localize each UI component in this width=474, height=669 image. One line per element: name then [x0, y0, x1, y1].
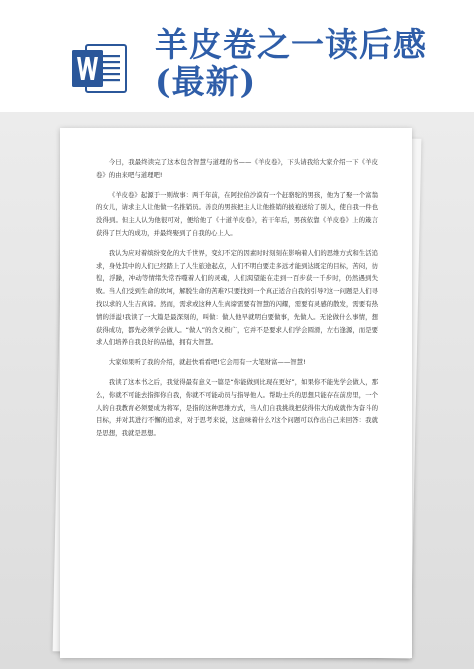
document-page[interactable] [60, 128, 412, 658]
paragraph: 大家如果听了我的介绍，就赶快看看吧!它会用有一大笔财富——智慧! [108, 358, 306, 367]
paragraph: 今日，我最终读完了这本包含智慧与道理的书——《羊皮卷》，下头请我给大家介绍一下《羊皮卷》的由来吧与道理吧! [96, 158, 378, 179]
header [0, 0, 474, 112]
paragraph: 我读了这本书之后，我觉得最有意义一篇是“你能做到比现在更好”，如果你不能先学会做人，那么，你就不可能去指挥你自我，你就不可能动员与指导他人。帮助士兵的思想只能存在前房里，一个人的自我教育必须要成为将军，是指的这种思维方式，当人们自我挑战把获得伟大的成就作为奋斗的目标，并对其进行不懈的追求，对于思考来说，这意味着什么?这个问题可以作出自己来回答：我就是思想，我就是思想。 [96, 377, 378, 438]
page-title: 羊皮卷之一读后感(最新) [155, 25, 427, 101]
document-body [96, 156, 378, 447]
word-doc-icon [72, 41, 128, 96]
paragraph: 《羊皮卷》起源于一则故事：两千年前，在阿拉伯沙漠有一个赶骆驼的男孩，他为了娶一个富翁的女儿，请求主人让他做一名推销员。善良的男孩把主人让他推销的披袍送给了别人，使自我一件也没得到。但主人认为他很可对，便给他了《十道羊皮卷》，若干年后，男孩依靠《羊皮卷》上的箴言获得了巨大的成功，并最终娶到了自我的心上人。 [96, 190, 378, 237]
paragraph: 我认为应对着缤纷变化的大千世界，变幻不定的因素时时刻刻在影响着人们的思维方式和生活追求，身处其中的人们已经踏上了人生旅途起点，人们不明白要走多远才能到达既定的目标，苦闷，彷徨，浮躁，冲动等情绪失常吞噬着人们的灵魂，人们渴望能在走到一百步获一千步时，仍然遇到失败。当人们受到生命的坎坷，解脱生命的苦难?只要找到一个真正适合自我的引导?这一问题是人们寻找以求的人生吉真谛。然而，需求或这种人生真谛需要有智慧的闪耀，需要有灵感的散发，需要有热情的洋溢!我读了一大篇是最深刻的，叫做：做人他早就明白要做事，先做人。无论做什么事情，想获得成功，都先必须学会做人。“做人”的含义极广，它并不是要求人们学会圆滑，左右逢源，而是要求人们培养自我良好的品德，拥有大智慧。 [96, 248, 378, 347]
